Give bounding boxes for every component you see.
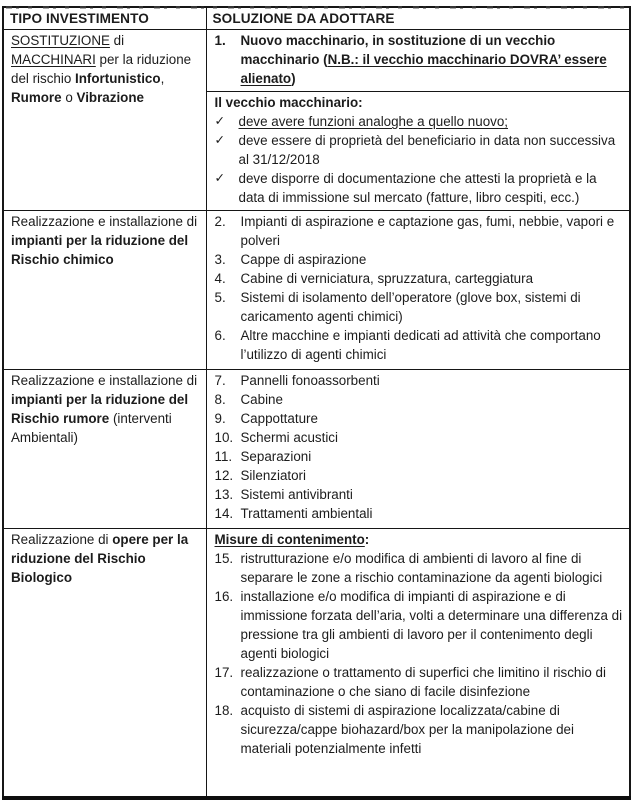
solution-block	[207, 91, 630, 210]
list-item	[215, 326, 624, 364]
text-segment: deve avere funzioni analoghe a quello nuovo;	[238, 114, 509, 129]
list-item-text	[241, 549, 624, 587]
list-number: 4.	[214, 271, 226, 286]
text-segment: Trattamenti ambientali	[240, 506, 373, 521]
text-segment: Cappe di aspirazione	[240, 252, 367, 267]
list-item	[215, 701, 624, 758]
text-segment: Misure di contenimento	[214, 532, 365, 547]
table-row	[3, 30, 630, 211]
text-segment: Silenziatori	[240, 468, 306, 483]
text-segment: deve disporre di documentazione che attesti la proprietà e la data di immissione sul mercato (fatture, libro cespiti, ecc.)	[238, 171, 597, 205]
table-header-row	[3, 7, 630, 30]
list-item-text	[239, 112, 624, 131]
list-item	[215, 288, 624, 326]
text-segment: )	[291, 71, 296, 86]
list-item-text	[241, 447, 624, 466]
clipped-text-remnant	[6, 6, 626, 9]
list-number: 3.	[214, 252, 226, 267]
list-item	[215, 31, 624, 88]
solution-block	[207, 370, 630, 526]
text-segment: Separazioni	[240, 449, 312, 464]
text-segment: o	[61, 90, 77, 105]
text-segment: acquisto di sistemi di aspirazione localizzata/cabine di sicurezza/cappe biohazard/box per la manipolazione dei materiali potenzialmente infetti	[240, 703, 574, 756]
solution-cell	[206, 211, 630, 370]
table-row	[3, 370, 630, 529]
solution-block	[207, 211, 630, 367]
list-item-text	[241, 428, 624, 447]
text-segment: installazione e/o modifica di impianti di aspirazione e di immissione forzata dell’aria, volti a determinare una differenza di pressione tra gli ambienti di lavoro per il contenimento degli agenti biologici	[240, 589, 623, 661]
list-item	[215, 428, 624, 447]
text-segment: realizzazione o trattamento di superfici che limitino il rischio di contaminazione o che siano di facile disinfezione	[240, 665, 606, 699]
list-item-text	[241, 663, 624, 701]
list-number: 7.	[214, 373, 226, 388]
list-item	[215, 250, 624, 269]
text-segment: Cabine di verniciatura, spruzzatura, carteggiatura	[240, 271, 534, 286]
text-segment: SOSTITUZIONE	[11, 33, 110, 48]
text-segment: di	[109, 33, 125, 48]
list-number: 12.	[214, 468, 234, 483]
list-item	[215, 390, 624, 409]
text-segment: Rumore	[11, 90, 62, 105]
list-number: 10.	[214, 430, 234, 445]
text-segment: Realizzazione e installazione di	[11, 373, 198, 388]
text-segment: Il vecchio macchinario:	[214, 95, 363, 110]
solution-block	[207, 30, 630, 91]
text-segment: deve essere di proprietà del beneficiario in data non successiva al 31/12/2018	[238, 133, 616, 167]
list-item-text	[241, 288, 624, 326]
list-item	[215, 447, 624, 466]
list-item-text	[239, 169, 624, 207]
col-header-soluzione-da-adottare: SOLUZIONE DA ADOTTARE	[206, 7, 630, 30]
list-item-text	[241, 269, 624, 288]
list-number: 1.	[214, 33, 226, 48]
text-segment: Cappottature	[240, 411, 318, 426]
investment-type-cell	[3, 211, 206, 370]
check-icon: ✓	[214, 171, 225, 185]
text-segment: Realizzazione di	[11, 532, 113, 547]
investment-solutions-table	[2, 6, 631, 800]
investment-type-cell	[3, 529, 206, 799]
block-title	[215, 530, 624, 549]
text-segment: per la riduzione del rischio	[11, 52, 192, 86]
block-title	[215, 93, 624, 112]
text-segment: Altre macchine e impianti dedicati ad attività che comportano l’utilizzo di agenti chimici	[240, 328, 601, 362]
list-item-text	[241, 371, 624, 390]
list-item	[215, 409, 624, 428]
list-item-text	[241, 701, 624, 758]
list-number: 13.	[214, 487, 234, 502]
list-item-text	[241, 485, 624, 504]
list-number: 16.	[214, 589, 234, 604]
list-item	[215, 466, 624, 485]
list-item-text	[241, 250, 624, 269]
text-segment: Cabine	[240, 392, 283, 407]
solution-cell	[206, 529, 630, 799]
text-segment: Sistemi di isolamento dell’operatore (glove box, sistemi di caricamento agenti chimici)	[240, 290, 581, 324]
list-item	[215, 269, 624, 288]
text-segment: ,	[160, 71, 165, 86]
text-segment: N.B.: il vecchio macchinario DOVRA’ essere alienato	[240, 52, 607, 86]
list-item	[215, 587, 624, 663]
list-item-text	[241, 326, 624, 364]
list-item	[215, 212, 624, 250]
text-segment: Pannelli fonoassorbenti	[240, 373, 380, 388]
list-number: 11.	[214, 449, 233, 464]
solution-block	[207, 529, 630, 761]
text-segment: Realizzazione e installazione di	[11, 214, 198, 229]
investment-type-cell	[3, 30, 206, 211]
solution-cell	[206, 370, 630, 529]
text-segment: opere per la riduzione del Rischio Biologico	[11, 532, 189, 585]
list-item-text	[241, 587, 624, 663]
text-segment: Schermi acustici	[240, 430, 338, 445]
text-segment: MACCHINARI	[11, 52, 96, 67]
col-header-tipo-investimento: TIPO INVESTIMENTO	[3, 7, 206, 30]
list-item	[215, 371, 624, 390]
list-number: 2.	[214, 214, 226, 229]
text-segment: :	[364, 532, 370, 547]
list-number: 15.	[214, 551, 234, 566]
list-item-text	[241, 212, 624, 250]
list-number: 18.	[214, 703, 234, 718]
list-item-text	[239, 131, 624, 169]
list-item	[215, 169, 624, 207]
text-segment: impianti per la riduzione del Rischio chimico	[11, 233, 189, 267]
text-segment: ristrutturazione e/o modifica di ambienti di lavoro al fine di separare le zone a rischio contaminazione da agenti biologici	[240, 551, 603, 585]
investment-type-cell	[3, 370, 206, 529]
table-row	[3, 529, 630, 799]
table-row	[3, 211, 630, 370]
list-number: 8.	[214, 392, 226, 407]
list-number: 14.	[214, 506, 234, 521]
text-segment: Infortunistico	[75, 71, 161, 86]
check-icon: ✓	[214, 114, 225, 128]
list-number: 17.	[214, 665, 234, 680]
text-segment: Impianti di aspirazione e captazione gas, fumi, nebbie, vapori e polveri	[240, 214, 615, 248]
list-item	[215, 112, 624, 131]
list-item-text	[241, 31, 624, 88]
text-segment: Vibrazione	[76, 90, 144, 105]
list-item	[215, 504, 624, 523]
list-number: 9.	[214, 411, 226, 426]
list-item	[215, 131, 624, 169]
list-item-text	[241, 390, 624, 409]
list-item-text	[241, 504, 624, 523]
list-number: 6.	[214, 328, 226, 343]
list-item-text	[241, 466, 624, 485]
text-segment: Sistemi antivibranti	[240, 487, 353, 502]
list-item	[215, 549, 624, 587]
list-item	[215, 485, 624, 504]
solution-cell	[206, 30, 630, 211]
text-segment: Nuovo macchinario, in sostituzione di un vecchio macchinario (	[240, 33, 556, 67]
list-number: 5.	[214, 290, 226, 305]
check-icon: ✓	[214, 133, 225, 147]
list-item	[215, 663, 624, 701]
text-segment: (interventi Ambientali)	[11, 411, 172, 445]
text-segment: impianti per la riduzione del Rischio rumore	[11, 392, 189, 426]
list-item-text	[241, 409, 624, 428]
